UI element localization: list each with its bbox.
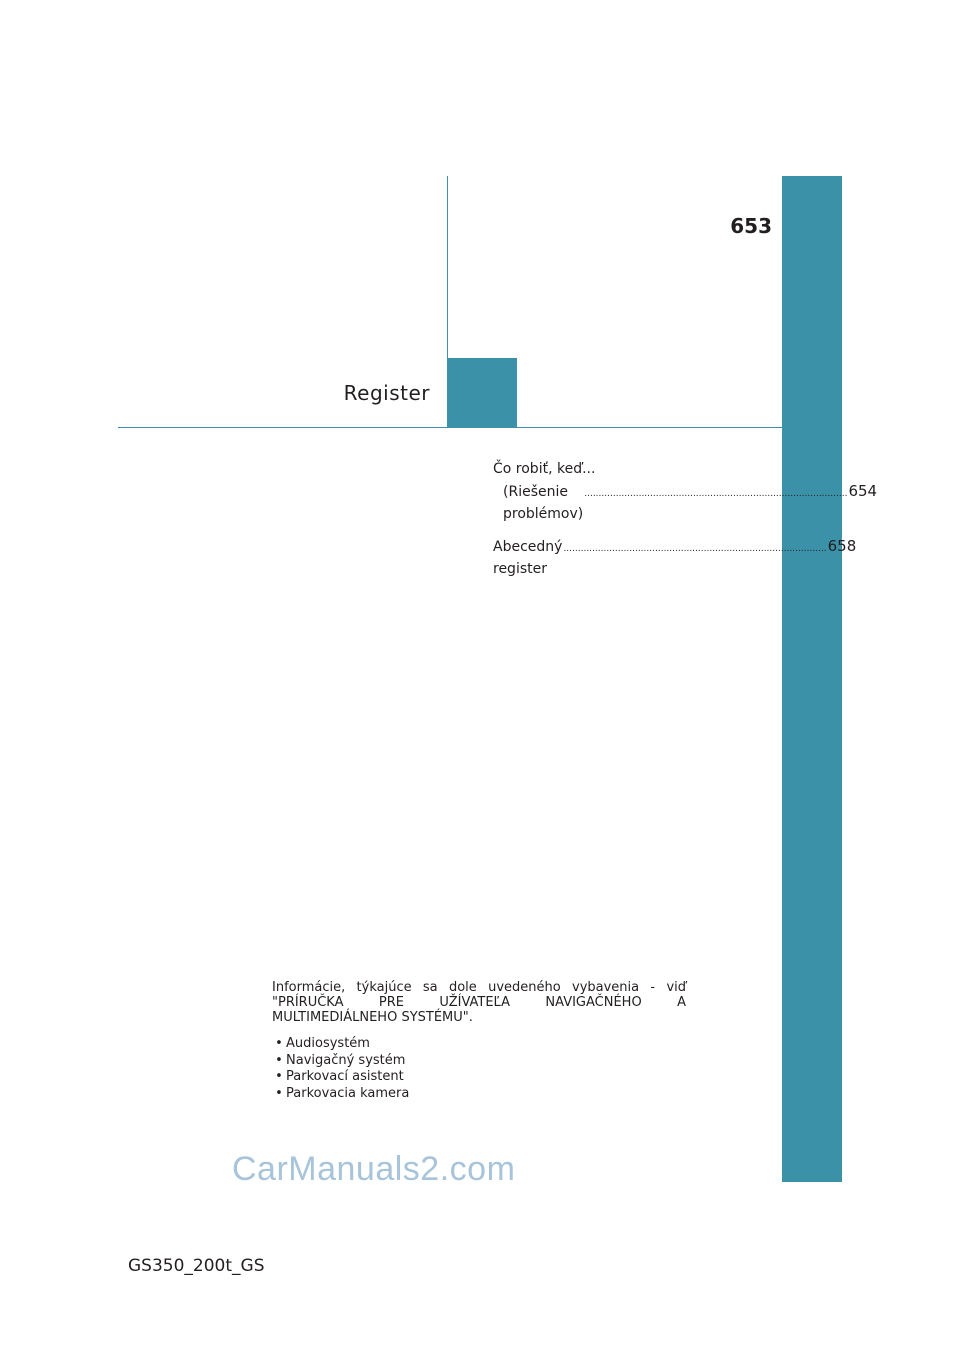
list-item: • Parkovacia kamera [272,1086,686,1103]
toc-page-number: 654 [848,482,878,500]
side-chapter-tab [782,176,842,1182]
list-item: • Audiosystém [272,1036,686,1053]
section-title: Register [343,381,430,405]
list-item: • Navigačný systém [272,1053,686,1070]
toc-leader-dots: ............................................................................................ [563,544,827,554]
equipment-list [272,1036,686,1102]
footer-model-code: GS350_200t_GS [128,1256,265,1276]
table-of-contents [493,458,878,580]
toc-entry-index[interactable] [493,535,857,580]
toc-page-number: 658 [827,537,857,555]
equipment-note: Informácie, týkajúce sa dole uvedeného vybavenia - viď "PRÍRUČKA PRE UŽÍVATEĽA NAVIGAČNÉHO A MULTIMEDIÁLNEHO SYSTÉMU". [272,980,686,1025]
list-item: • Parkovací asistent [272,1069,686,1086]
toc-leader-dots: ............................................................................................ [584,489,848,499]
toc-entry-troubleshooting-title: Čo robiť, keď... [493,461,596,477]
toc-entry-label: (Riešenie problémov) [503,484,584,522]
toc-entry-troubleshooting[interactable] [493,480,878,525]
toc-entry-label: Abecedný register [493,539,563,577]
page-number: 653 [730,214,772,238]
watermark: CarManuals2.com [232,1150,516,1188]
chapter-marker-box [448,358,517,428]
